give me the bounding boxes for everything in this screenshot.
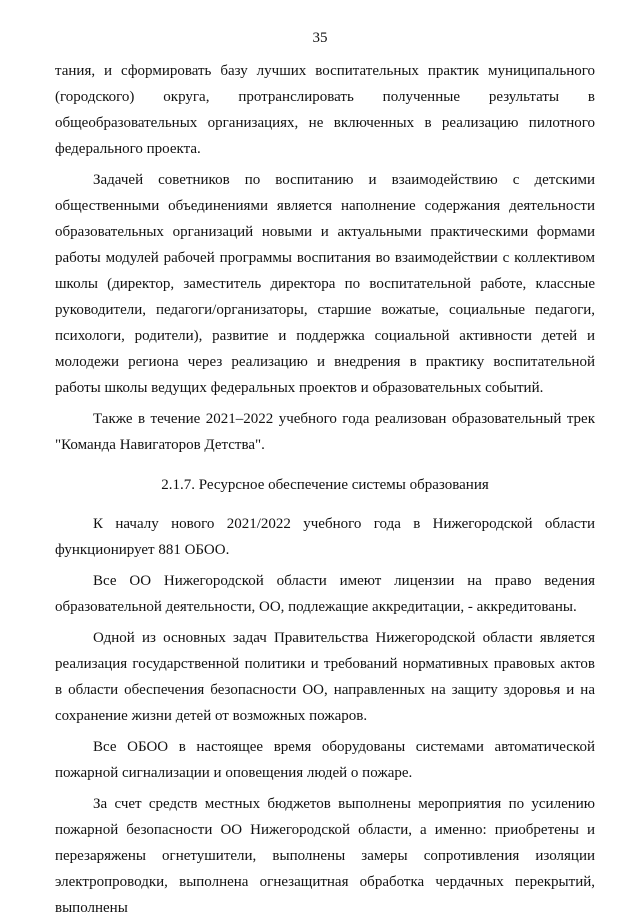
paragraph-continued: тания, и сформировать базу лучших воспитательных практик муниципального (городского) округа, протранслировать полученные результаты в общеобразовательных организациях, не включенных в реализацию пилотного федерального проекта. [55, 63, 595, 157]
paragraph-fire-safety-measures: За счет средств местных бюджетов выполнены мероприятия по усилению пожарной безопасности ОО Нижегородской области, а именно: приобретены и перезаряжены огнетушители, выполнены замеры сопротивления изоляции электропроводки, выполнена огнезащитная обработка чердачных перекрытий, выполнены [55, 796, 595, 916]
paragraph-fire-alarm: Все ОБОО в настоящее время оборудованы системами автоматической пожарной сигнализации и оповещения людей о пожаре. [55, 739, 595, 781]
page-number: 35 [312, 30, 328, 46]
paragraph-safety-task: Одной из основных задач Правительства Нижегородской области является реализация государственной политики и требований нормативных правовых актов в области обеспечения безопасности ОО, направленных на защиту здоровья и на сохранение жизни детей от возможных пожаров. [55, 630, 595, 724]
paragraph-licenses: Все ОО Нижегородской области имеют лицензии на право ведения образовательной деятельности, ОО, подлежащие аккредитации, - аккредитованы. [55, 573, 595, 615]
section-heading: 2.1.7. Ресурсное обеспечение системы образования [161, 477, 489, 493]
paragraph-school-count: К началу нового 2021/2022 учебного года в Нижегородской области функционирует 881 ОБОО. [55, 516, 595, 558]
page-body [55, 58, 595, 921]
paragraph-advisors-task: Задачей советников по воспитанию и взаимодействию с детскими общественными объединениями является наполнение содержания деятельности образовательных организаций новыми и актуальными практическими формами работы модулей рабочей программы воспитания во взаимодействии с коллективом школы (директор, заместитель директора по воспитательной работе, классные руководители, педагоги/организаторы, старшие вожатые, социальные педагоги, психологи, родители), развитие и поддержка социальной активности детей и молодежи региона через реализацию и внедрения в практику воспитательной работы школы ведущих федеральных проектов и образовательных событий. [55, 172, 595, 396]
paragraph-navigators-track: Также в течение 2021–2022 учебного года реализован образовательный трек "Команда Навигаторов Детства". [55, 411, 595, 453]
